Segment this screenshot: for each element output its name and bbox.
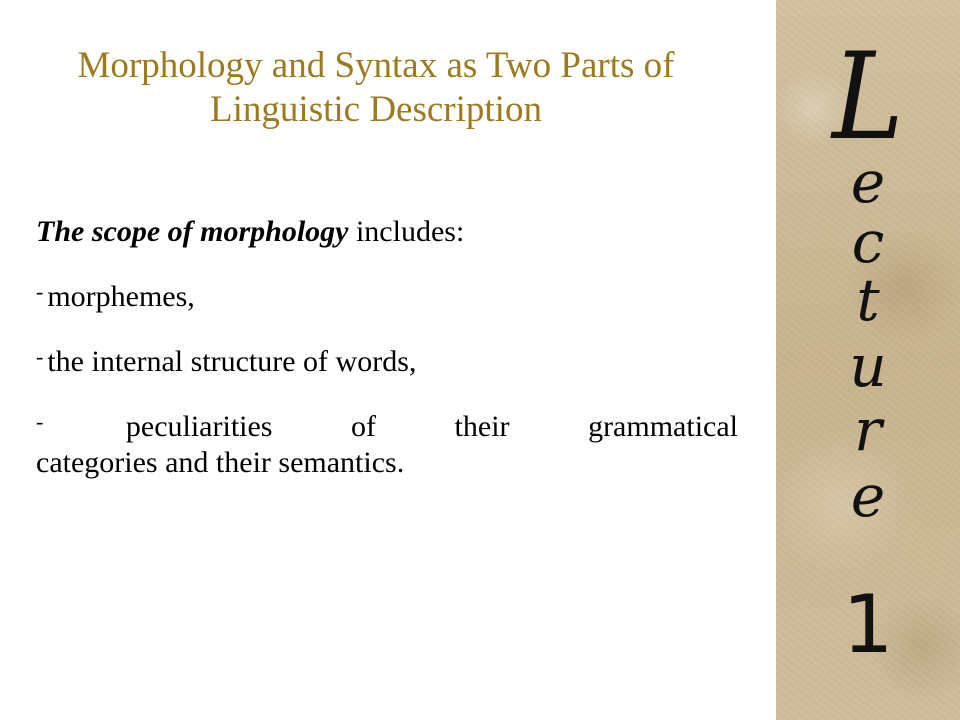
title-line-1: Morphology and Syntax as Two Parts of (77, 45, 675, 86)
title-line-2: Linguistic Description (210, 89, 542, 130)
list-item-line-2: categories and their semantics. (36, 446, 405, 479)
slide-title (20, 44, 732, 132)
intro-rest: includes: (348, 215, 465, 248)
sidebar-letter: r (854, 396, 882, 464)
intro-line (36, 214, 738, 250)
intro-emphasis: The scope of morphology (36, 215, 349, 248)
lecture-number: 1 (842, 578, 894, 671)
list-item (36, 404, 738, 481)
list-item-text: the internal structure of words, (47, 345, 417, 378)
sidebar-letter: c (851, 208, 885, 276)
list-item-text: peculiarities of their grammatical (125, 410, 738, 443)
list-item (36, 339, 738, 380)
slide-body (36, 214, 738, 505)
dash-bullet: - (36, 279, 44, 304)
dash-bullet: - (36, 344, 44, 369)
sidebar-letter: u (849, 332, 887, 400)
sidebar-letter-l: L (831, 28, 904, 167)
sidebar-letter: e (850, 148, 886, 216)
lecture-sidebar (776, 0, 960, 720)
list-item-line-1 (36, 404, 738, 445)
list-item (36, 274, 738, 315)
dash-bullet: - (36, 409, 44, 434)
sidebar-letter: e (850, 462, 886, 530)
list-item-text: morphemes, (47, 280, 195, 313)
sidebar-letter: t (856, 266, 880, 334)
